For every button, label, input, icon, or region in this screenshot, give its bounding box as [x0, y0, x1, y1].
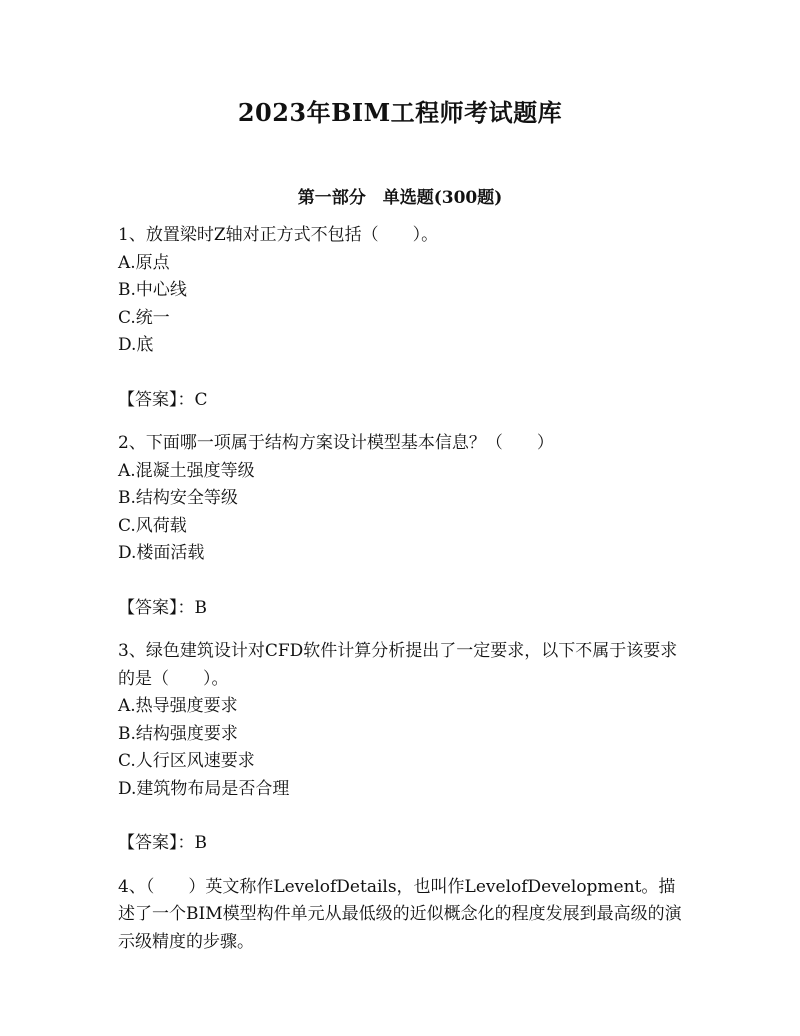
- option-d: D.楼面活载: [118, 543, 205, 563]
- question-2: [118, 430, 688, 622]
- document-title: 2023年BIM工程师考试题库: [237, 98, 563, 127]
- question-stem: 3、绿色建筑设计对CFD软件计算分析提出了一定要求，以下不属于该要求的是（ ）。: [118, 641, 678, 689]
- option-d: D.建筑物布局是否合理: [118, 778, 290, 799]
- answer-label: 【答案】：: [118, 597, 195, 618]
- answer-value: B: [194, 597, 207, 618]
- question-stem: 1、放置梁时Z轴对正方式不包括（ ）。: [118, 225, 439, 245]
- answer-value: C: [194, 389, 208, 410]
- answer-value: B: [194, 833, 207, 853]
- answer-line: [118, 387, 688, 415]
- question-3: [118, 638, 688, 858]
- option-a: A.原点: [118, 252, 170, 273]
- option-b: B.中心线: [118, 280, 187, 300]
- option-d: D.底: [118, 335, 154, 355]
- option-b: B.结构安全等级: [118, 488, 238, 508]
- option-a: A.热导强度要求: [118, 696, 238, 716]
- section-title: 第一部分 单选题(300题): [297, 188, 503, 208]
- question-list: [118, 222, 688, 956]
- option-c: C.人行区风速要求: [118, 751, 255, 771]
- option-c: C.风荷载: [118, 515, 187, 536]
- option-c: C.统一: [118, 307, 170, 328]
- question-stem: 4、（ ）英文称作LevelofDetails，也叫作LevelofDevelopment。描述了一个BIM模型构件单元从最低级的近似概念化的程度发展到最高级的演示级精度的步骤。: [118, 876, 682, 952]
- option-a: A.混凝土强度等级: [118, 460, 255, 481]
- option-b: B.结构强度要求: [118, 723, 238, 744]
- answer-label: 【答案】：: [118, 389, 195, 410]
- answer-line: [118, 595, 688, 623]
- question-4: [118, 874, 688, 957]
- answer-label: 【答案】：: [118, 833, 195, 853]
- question-stem: 2、下面哪一项属于结构方案设计模型基本信息？（ ）: [118, 433, 554, 453]
- question-1: [118, 222, 688, 414]
- answer-line: [118, 830, 688, 858]
